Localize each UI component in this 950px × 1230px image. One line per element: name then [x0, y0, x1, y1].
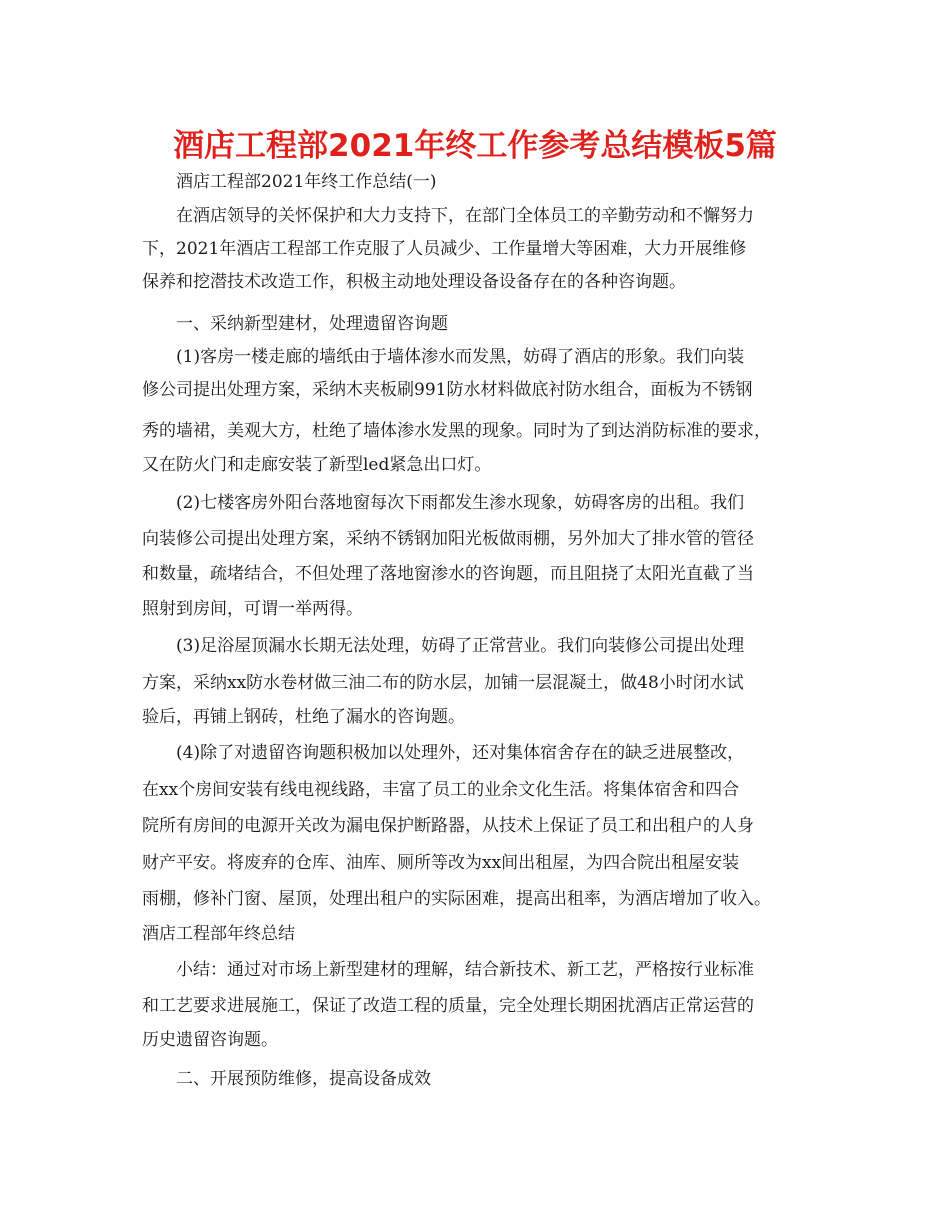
- paragraph-line: (3)足浴屋顶漏水长期无法处理，妨碍了正常营业。我们向装修公司提出处理: [176, 636, 745, 656]
- paragraph-line: 财产平安。将废弃的仓库、油库、厕所等改为xx间出租屋，为四合院出租屋安装: [142, 853, 740, 873]
- section-subtitle: 酒店工程部2021年终工作总结(一): [176, 172, 437, 192]
- paragraph-line: 在xx个房间安装有线电视线路，丰富了员工的业余文化生活。将集体宿舍和四合: [142, 780, 740, 800]
- paragraph-line: (1)客房一楼走廊的墙纸由于墙体渗水而发黑，妨碍了酒店的形象。我们向装: [176, 347, 745, 367]
- paragraph-line: 酒店工程部年终总结: [142, 924, 295, 944]
- paragraph-line: 下，2021年酒店工程部工作克服了人员减少、工作量增大等困难，大力开展维修: [142, 239, 747, 259]
- paragraph-line: 修公司提出处理方案，采纳木夹板刷991防水材料做底衬防水组合，面板为不锈钢: [142, 380, 753, 400]
- section-heading: 二、开展预防维修，提高设备成效: [176, 1069, 431, 1089]
- paragraph-line: 和数量，疏堵结合，不但处理了落地窗渗水的咨询题，而且阻挠了太阳光直截了当: [142, 564, 754, 584]
- paragraph-line: 验后，再铺上钢砖，杜绝了漏水的咨询题。: [142, 707, 465, 727]
- paragraph-line: 雨棚，修补门窗、屋顶，处理出租户的实际困难，提高出租率，为酒店增加了收入。: [142, 889, 771, 909]
- paragraph-line: 又在防火门和走廊安装了新型led紧急出口灯。: [142, 455, 492, 475]
- paragraph-line: 保养和挖潜技术改造工作，积极主动地处理设备设备存在的各种咨询题。: [142, 272, 686, 292]
- paragraph-line: 小结：通过对市场上新型建材的理解，结合新技术、新工艺，严格按行业标准: [176, 960, 754, 980]
- document-title: 酒店工程部2021年终工作参考总结模板5篇: [173, 128, 777, 164]
- paragraph-line: 照射到房间，可谓一举两得。: [142, 599, 363, 619]
- paragraph-line: 秀的墙裙，美观大方，杜绝了墙体渗水发黑的现象。同时为了到达消防标准的要求，: [142, 421, 771, 441]
- paragraph-line: (4)除了对遗留咨询题积极加以处理外，还对集体宿舍存在的缺乏进展整改，: [176, 743, 745, 763]
- paragraph-line: 在酒店领导的关怀保护和大力支持下，在部门全体员工的辛勤劳动和不懈努力: [176, 206, 754, 226]
- section-heading: 一、采纳新型建材，处理遗留咨询题: [176, 314, 448, 334]
- paragraph-line: 和工艺要求进展施工，保证了改造工程的质量，完全处理长期困扰酒店正常运营的: [142, 996, 754, 1016]
- paragraph-line: (2)七楼客房外阳台落地窗每次下雨都发生渗水现象，妨碍客房的出租。我们: [176, 493, 745, 513]
- paragraph-line: 历史遗留咨询题。: [142, 1030, 278, 1050]
- paragraph-line: 方案，采纳xx防水卷材做三油二布的防水层，加铺一层混凝土，做48小时闭水试: [142, 673, 744, 693]
- paragraph-line: 院所有房间的电源开关改为漏电保护断路器，从技术上保证了员工和出租户的人身: [142, 816, 754, 836]
- paragraph-line: 向装修公司提出处理方案，采纳不锈钢加阳光板做雨棚，另外加大了排水管的管径: [142, 529, 754, 549]
